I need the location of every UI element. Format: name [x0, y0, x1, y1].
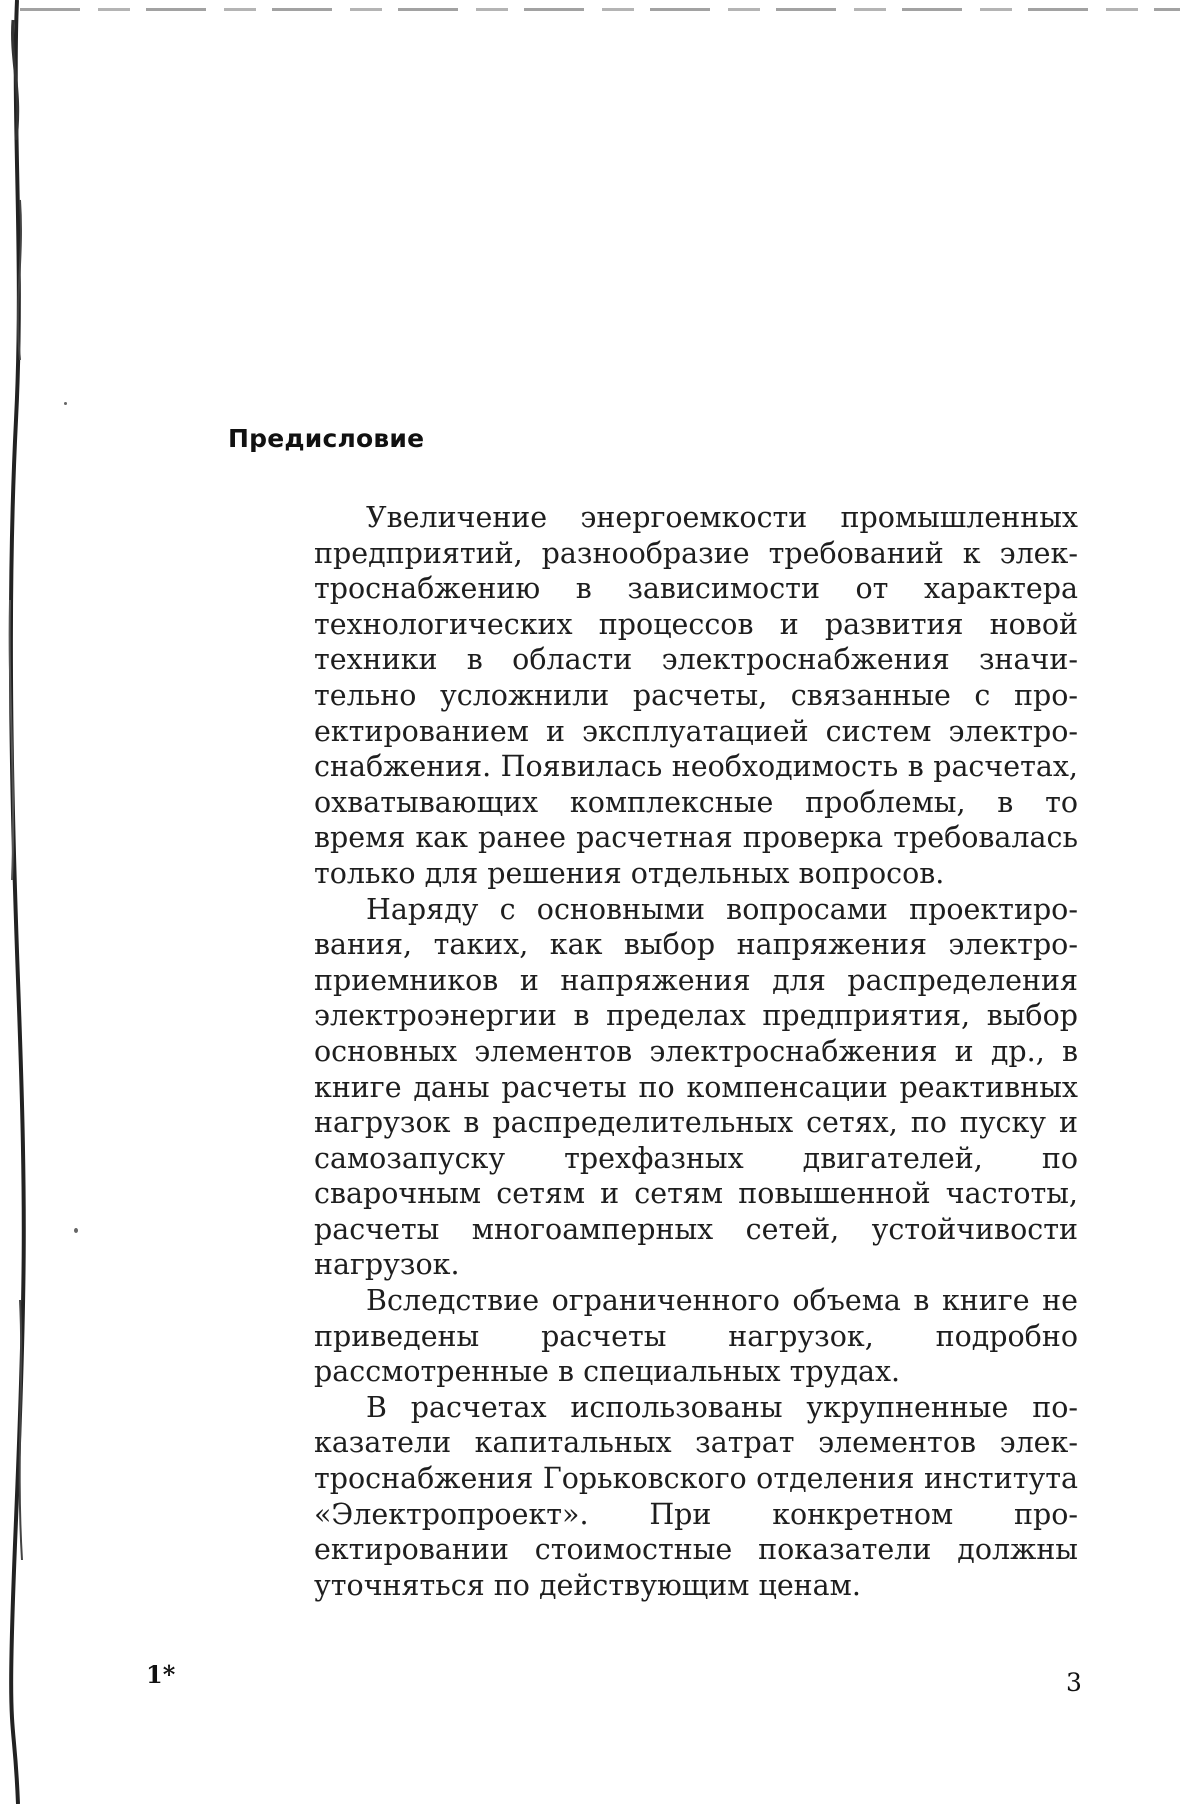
paragraph: В расчетах использованы укрупненные показатели капитальных затрат элементов электроснабжения Горьковского отделения института «Электропроект». При конкретном проектировании стоимостные показатели должны уточняться по действующим ценам.	[314, 1390, 1078, 1602]
signature-mark: 1*	[146, 1660, 176, 1689]
scan-speck	[74, 1228, 78, 1233]
preface-body	[314, 500, 1078, 1603]
paragraph: Вследствие ограниченного объема в книге не приведены расчеты нагрузок, подробно рассмотренные в специальных трудах.	[314, 1284, 1078, 1389]
paragraph: Наряду с основными вопросами проектирования, таких, как выбор напряжения электроприемников и напряжения для распределения электроэнергии в пределах предприятия, выбор основных элементов электроснабжения и др., в книге даны расчеты по компенсации реактивных нагрузок в распределительных сетях, по пуску и самозапуску трехфазных двигателей, по сварочным сетям и сетям повышенной частоты, расчеты многоамперных сетей, устойчивости нагрузок.	[314, 892, 1078, 1282]
scan-top-edge	[20, 8, 1180, 11]
scan-speck	[64, 402, 67, 405]
page-number: 3	[1066, 1668, 1082, 1697]
paragraph: Увеличение энергоемкости промышленных предприятий, разнообразие требований к электроснабжению в зависимости от характера технологических процессов и развития новой техники в области электроснабжения значительно усложнили расчеты, связанные с проектированием и эксплуатацией систем электроснабжения. Появилась необходимость в расчетах, охватывающих комплексные проблемы, в то время как ранее расчетная проверка требовалась только для решения отдельных вопросов.	[314, 501, 1078, 890]
section-heading: Предисловие	[228, 424, 425, 453]
scan-binding-edge	[4, 0, 30, 1804]
